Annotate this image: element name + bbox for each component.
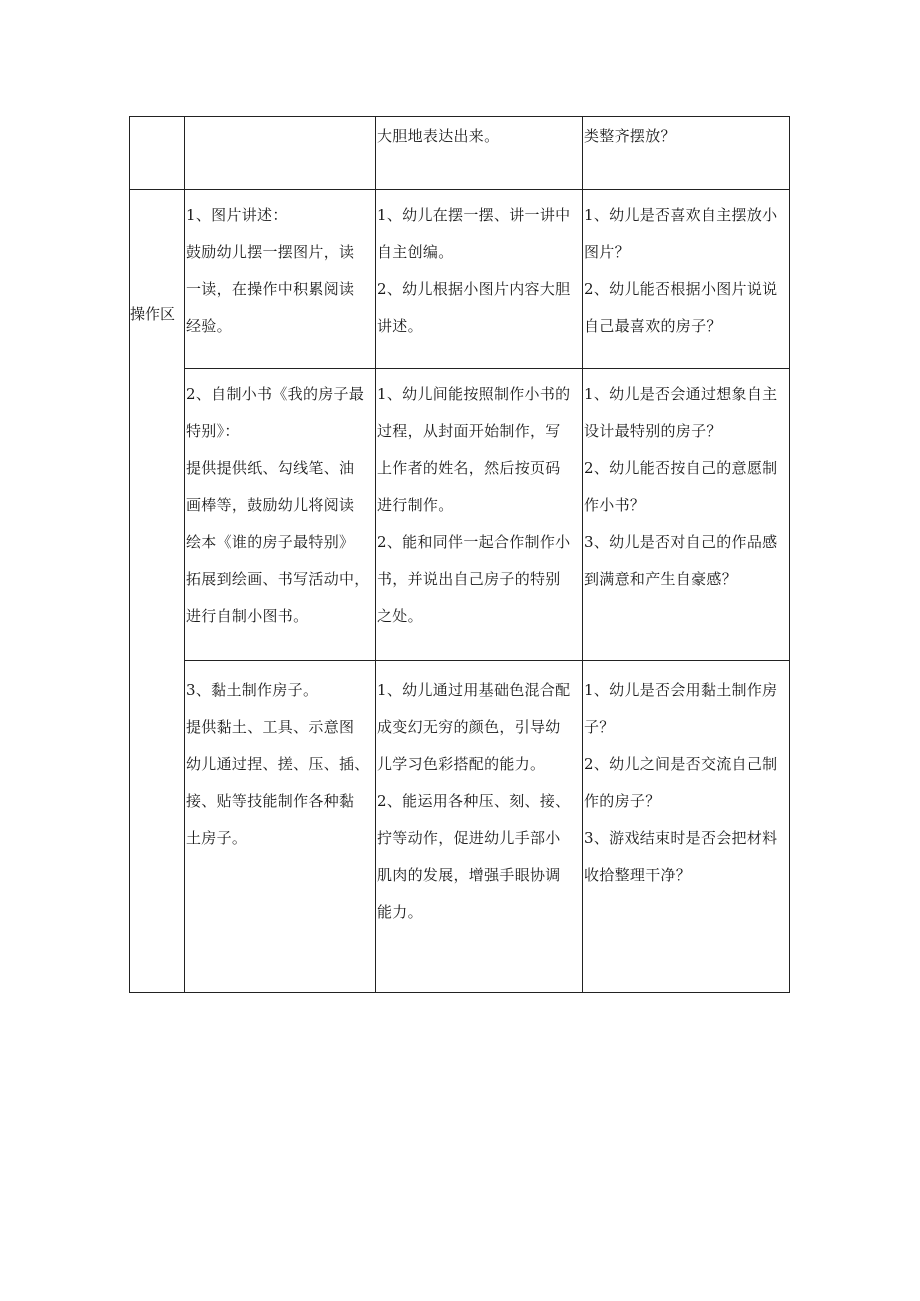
- text-line: 一读，在操作中积累阅读: [186, 280, 355, 298]
- text-line: 3、游戏结束时是否会把材料: [584, 829, 778, 847]
- text-line: 自主创编。: [377, 243, 454, 261]
- text-line: 3、幼儿是否对自己的作品感: [584, 533, 778, 551]
- table-bottom-border: [129, 992, 790, 993]
- column-divider: [184, 116, 185, 993]
- text-line: 鼓励幼儿摆一摆图片，读: [186, 243, 355, 261]
- row-divider: [184, 368, 790, 369]
- text-line: 1、幼儿在摆一摆、讲一讲中: [377, 206, 571, 224]
- column-divider: [375, 116, 376, 993]
- text-line: 1、幼儿间能按照制作小书的: [377, 385, 571, 403]
- text-line: 拓展到绘画、书写活动中，: [186, 570, 370, 588]
- text-line: 肌肉的发展，增强手眼协调: [377, 866, 561, 884]
- text-line: 2、幼儿能否按自己的意愿制: [584, 459, 778, 477]
- table-right-border: [789, 116, 790, 993]
- activity-cell: [186, 197, 354, 345]
- text-line: 拧等动作，促进幼儿手部小: [377, 829, 561, 847]
- text-line: 2、幼儿之间是否交流自己制: [584, 755, 778, 773]
- text-line: 提供黏土、工具、示意图: [186, 718, 355, 736]
- goals-cell: [377, 197, 570, 345]
- activity-table: [129, 116, 790, 993]
- observation-cell: [584, 376, 777, 598]
- text-line: 接、贴等技能制作各种黏: [186, 792, 355, 810]
- text-line: 2、幼儿能否根据小图片说说: [584, 280, 778, 298]
- text-line: 大胆地表达出来。: [377, 127, 500, 145]
- text-line: 儿学习色彩搭配的能力。: [377, 755, 546, 773]
- text-line: 1、幼儿通过用基础色混合配: [377, 681, 571, 699]
- goals-cell: [377, 376, 570, 635]
- text-line: 作的房子？: [584, 792, 661, 810]
- row-divider: [184, 660, 790, 661]
- text-line: 1、幼儿是否喜欢自主摆放小: [584, 206, 778, 224]
- table-left-border: [129, 116, 130, 993]
- text-line: 进行制作。: [377, 496, 454, 514]
- text-line: 自己最喜欢的房子？: [584, 317, 722, 335]
- text-line: 设计最特别的房子？: [584, 422, 722, 440]
- text-line: 能力。: [377, 903, 423, 921]
- text-line: 经验。: [186, 317, 232, 335]
- text-line: 2、能运用各种压、刻、接、: [377, 792, 571, 810]
- text-line: 特别》：: [186, 422, 240, 440]
- text-line: 子？: [584, 718, 615, 736]
- text-line: 图片？: [584, 243, 630, 261]
- text-line: 过程，从封面开始制作，写: [377, 422, 561, 440]
- text-line: 到满意和产生自豪感？: [584, 570, 738, 588]
- text-line: 3、黏土制作房子。: [186, 681, 319, 699]
- observation-cell: [584, 197, 777, 345]
- text-line: 1、幼儿是否会用黏土制作房: [584, 681, 778, 699]
- text-line: 土房子。: [186, 829, 248, 847]
- row-divider: [129, 189, 790, 190]
- goals-cell: [377, 672, 570, 931]
- text-line: 收拾整理干净？: [584, 866, 692, 884]
- text-line: 1、图片讲述：: [186, 206, 288, 224]
- zone-label: 操作区: [130, 305, 176, 323]
- goals-cell: [377, 118, 499, 155]
- activity-cell: [186, 672, 370, 857]
- text-line: 2、幼儿根据小图片内容大胆: [377, 280, 571, 298]
- observation-cell: [584, 672, 777, 894]
- text-line: 书，并说出自己房子的特别: [377, 570, 561, 588]
- text-line: 作小书？: [584, 496, 646, 514]
- text-line: 画棒等，鼓励幼儿将阅读: [186, 496, 355, 514]
- text-line: 讲述。: [377, 317, 423, 335]
- text-line: 进行自制小图书。: [186, 607, 309, 625]
- text-line: 提供提供纸、勾线笔、油: [186, 459, 355, 477]
- table-top-border: [129, 116, 790, 117]
- activity-cell: [186, 376, 370, 635]
- text-line: 上作者的姓名，然后按页码: [377, 459, 561, 477]
- column-divider: [582, 116, 583, 993]
- text-line: 2、自制小书《我的房子最: [186, 385, 365, 403]
- text-line: 绘本《谁的房子最特别》: [186, 533, 355, 551]
- observation-cell: [584, 118, 676, 155]
- text-line: 成变幻无穷的颜色，引导幼: [377, 718, 561, 736]
- text-line: 幼儿通过捏、搓、压、插、: [186, 755, 370, 773]
- text-line: 之处。: [377, 607, 423, 625]
- text-line: 类整齐摆放？: [584, 127, 676, 145]
- text-line: 2、能和同伴一起合作制作小: [377, 533, 571, 551]
- text-line: 1、幼儿是否会通过想象自主: [584, 385, 778, 403]
